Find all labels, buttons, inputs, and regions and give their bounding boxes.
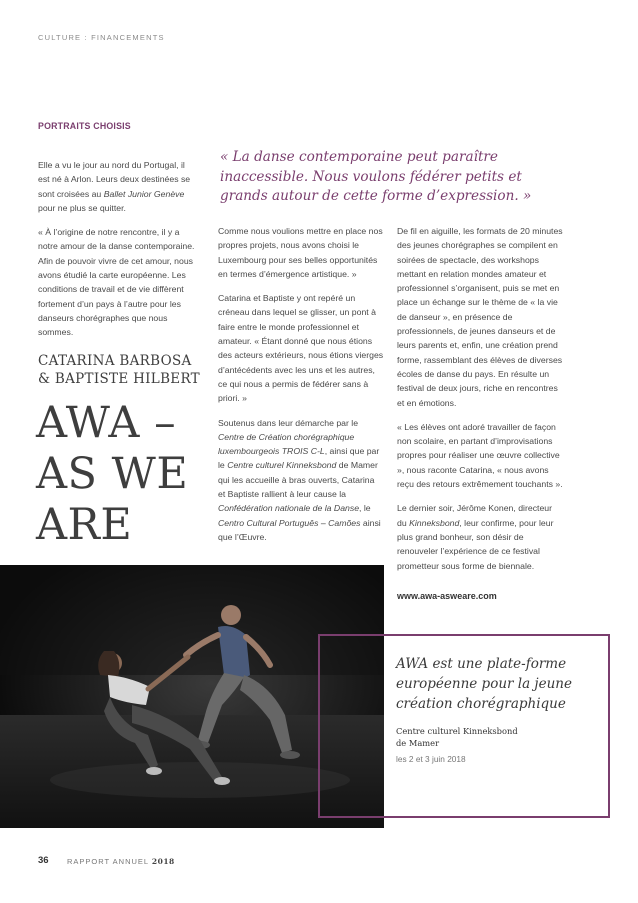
running-header: CULTURE : FINANCEMENTS	[38, 33, 165, 42]
paragraph: Le dernier soir, Jérôme Konen, directeur du Kinneksbond, leur confirme, pour leur plus grand bonheur, son désir de renouveler l’expérience de ce festival prometteur sous forme de biennale.	[397, 503, 554, 571]
quote-paragraph: « À l’origine de notre rencontre, il y a notre amour de la danse contemporaine. Afin de pouvoir vivre de cet amour, nous avons étudié la carte européenne. Les conditions de travail et de vie diffèrent fortement d’un pays à l’autre pour les danseurs chorégraphes que nous sommes.	[38, 227, 195, 338]
column-3	[397, 224, 563, 583]
paragraph: Comme nous voulions mettre en place nos propres projets, nous avons choisi le Luxembourg pour ses belles opportunités en termes d’émergence artistique. »	[218, 226, 383, 279]
pull-quote: « La danse contemporaine peut paraître inaccessible. Nous voulons fédérer petits et grands autour de cette forme d’expression. »	[220, 149, 532, 204]
artist-names: CATARINA BARBOSA & BAPTISTE HILBERT	[38, 353, 200, 387]
page-number: 36	[38, 855, 49, 866]
website-link[interactable]: www.awa-asweare.com	[397, 591, 497, 601]
paragraph: « Les élèves ont adoré travailler de façon non scolaire, en partant d’improvisations propres pour réaliser une œuvre collective », nous raconte Catarina, « nous avons reçu des retours extrêmement touchants ».	[397, 421, 563, 490]
venue: Centre culturel Kinneksbond de Mamer	[396, 726, 518, 748]
paragraph: Soutenus dans leur démarche par le Centre de Création chorégraphique luxembourgeois TROIS C-L, ainsi que par le Centre culturel Kinneksbond de Mamer qui les accueille à bras ouverts, Catarina et Baptiste rallient à leur cause la Confédération nationale de la Danse, le Centro Cultural Português – Camões ainsi que l’Œuvre.	[218, 417, 381, 542]
footer-label: RAPPORT ANNUEL 2018	[67, 857, 175, 866]
section-label: PORTRAITS CHOISIS	[38, 121, 131, 131]
column-1	[38, 158, 196, 350]
info-box-title: AWA est une plate-forme européenne pour la jeune création chorégraphique	[396, 656, 572, 712]
event-dates: les 2 et 3 juin 2018	[396, 754, 466, 764]
intro-paragraph: Elle a vu le jour au nord du Portugal, il est né à Arlon. Leurs deux destinées se sont croisées au Ballet Junior Genève pour ne plus se quitter.	[38, 160, 191, 213]
paragraph: Catarina et Baptiste y ont repéré un créneau dans lequel se glisser, un pont à faire entre le monde professionnel et amateur. « Étant donné que nous étions des acteurs extérieurs, nous étions vierges d’antécédents avec les uns et les autres, ce qui nous a permis de fédérer sans à priori. »	[218, 293, 384, 404]
info-box	[396, 654, 576, 764]
paragraph: De fil en aiguille, les formats de 20 minutes des jeunes chorégraphes se compilent en soirées de spectacle, des workshops mettant en relation mondes amateur et professionnel s’organisent, puis se met en place un échange sur le thème de « la vie de danseur », en présence de professionnels, de jeunes danseurs et de leurs parents et, enfin, une création prend forme, rassemblant des élèves de diverses écoles de danse du pays. En résulte un festival de deux jours, riche en rencontres et en émotions.	[397, 226, 563, 408]
article-title: AWA – AS WE ARE	[36, 398, 189, 550]
column-2	[218, 224, 384, 554]
